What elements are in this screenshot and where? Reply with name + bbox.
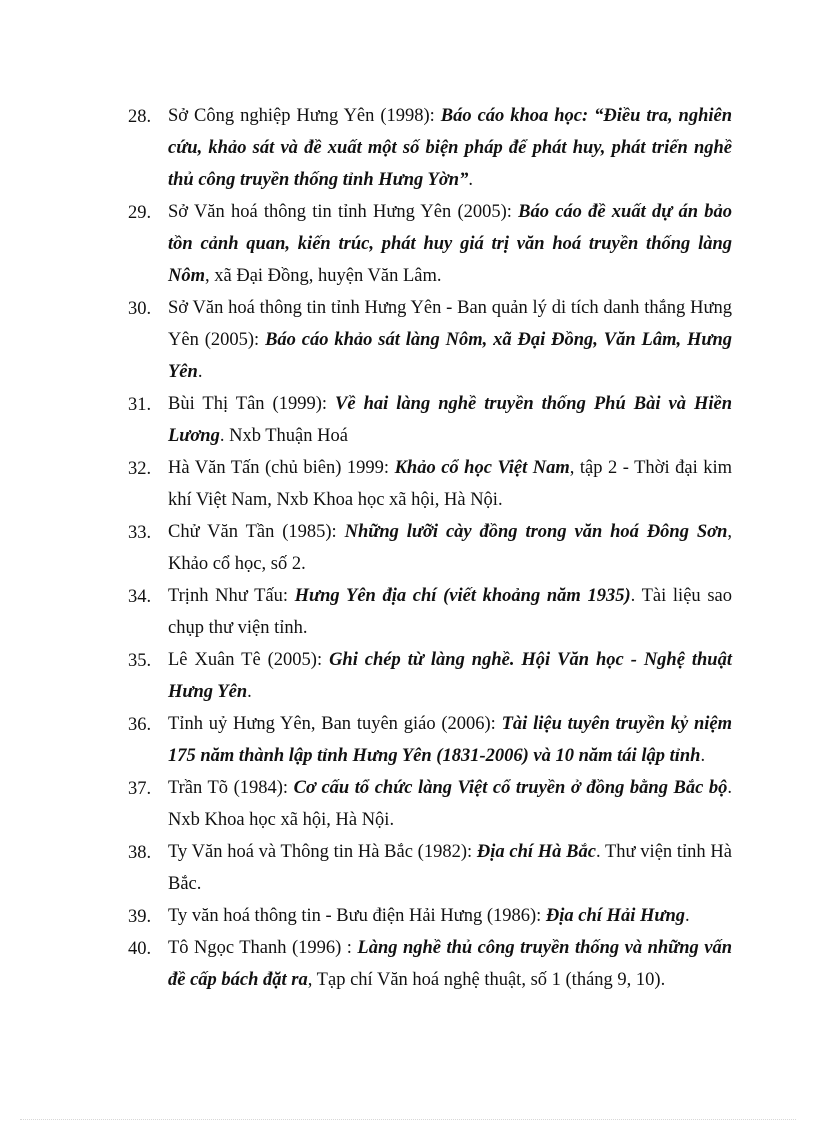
reference-number: 29.	[128, 203, 152, 223]
reference-details: , tập 2 - Thời đại kim khí Việt Nam, Nxb Khoa học xã hội, Hà Nội.	[168, 458, 732, 510]
reference-author: Sở Văn hoá thông tin tỉnh Hưng Yên - Ban quản lý di tích danh thắng Hưng Yên (2005):	[168, 298, 732, 350]
reference-number: 32.	[128, 459, 152, 479]
reference-author: Trịnh Như Tấu:	[168, 586, 295, 606]
reference-author: Ty văn hoá thông tin - Bưu điện Hải Hưng (1986):	[168, 906, 546, 926]
reference-author: Sở Công nghiệp Hưng Yên (1998):	[168, 106, 441, 126]
reference-details: .	[247, 682, 252, 702]
reference-number: 31.	[128, 395, 152, 415]
reference-details: . Thư viện tỉnh Hà Bắc.	[168, 842, 732, 894]
page-bottom-divider	[20, 1119, 796, 1120]
reference-author: Hà Văn Tấn (chủ biên) 1999:	[168, 458, 395, 478]
reference-item	[128, 100, 732, 196]
reference-item	[128, 644, 732, 708]
reference-title: Báo cáo đề xuất dự án bảo tồn cảnh quan, kiến trúc, phát huy giá trị văn hoá truyền thống làng Nôm	[168, 202, 732, 286]
reference-details: .	[700, 746, 706, 766]
reference-number: 39.	[128, 907, 152, 927]
reference-number: 38.	[128, 843, 152, 863]
reference-item	[128, 580, 732, 644]
reference-details: .	[468, 170, 473, 190]
reference-title: Khảo cổ học Việt Nam	[394, 458, 570, 478]
reference-number: 37.	[128, 779, 152, 799]
reference-title: Tài liệu tuyên truyền kỷ niệm 175 năm thành lập tỉnh Hưng Yên (1831-2006) và 10 năm tái lập tỉnh	[168, 714, 732, 766]
reference-number: 33.	[128, 523, 152, 543]
reference-item	[128, 772, 732, 836]
reference-author: Tỉnh uỷ Hưng Yên, Ban tuyên giáo (2006):	[168, 714, 502, 734]
reference-item	[128, 516, 732, 580]
reference-title: Báo cáo khoa học: “Điều tra, nghiên cứu, khảo sát và đề xuất một số biện pháp để phát huy, phát triển nghề thủ công truyền thống tỉnh Hưng Yờn”	[168, 106, 732, 190]
reference-title: Địa chí Hà Bắc	[476, 842, 596, 862]
reference-details: .	[684, 906, 690, 926]
reference-item	[128, 196, 732, 292]
reference-title: Làng nghề thủ công truyền thống và những vấn đề cấp bách đặt ra	[168, 938, 732, 990]
reference-details: . Nxb Thuận Hoá	[219, 426, 348, 446]
reference-author: Ty Văn hoá và Thông tin Hà Bắc (1982):	[168, 842, 477, 862]
reference-author: Trần Tõ (1984):	[168, 778, 294, 798]
reference-title: Cơ cấu tổ chức làng Việt cổ truyền ở đồng bằng Bắc bộ	[293, 778, 728, 798]
reference-item	[128, 932, 732, 996]
reference-details: .	[197, 362, 203, 382]
reference-item	[128, 708, 732, 772]
reference-author: Sở Văn hoá thông tin tỉnh Hưng Yên (2005):	[168, 202, 519, 222]
reference-item	[128, 900, 732, 932]
reference-details: . Tài liệu sao chụp thư viện tỉnh.	[168, 586, 732, 638]
reference-author: Lê Xuân Tê (2005):	[168, 650, 330, 670]
reference-number: 40.	[128, 939, 152, 959]
reference-item	[128, 388, 732, 452]
reference-title: Ghi chép từ làng nghề. Hội Văn học - Nghệ thuật Hưng Yên	[168, 650, 732, 702]
reference-title: Về hai làng nghề truyền thống Phú Bài và Hiền Lương	[168, 394, 732, 446]
reference-item	[128, 452, 732, 516]
reference-author: Bùi Thị Tân (1999):	[168, 394, 336, 414]
reference-details: , xã Đại Đồng, huyện Văn Lâm.	[205, 266, 442, 286]
reference-title: Địa chí Hải Hưng	[545, 906, 685, 926]
reference-details: . Nxb Khoa học xã hội, Hà Nội.	[168, 778, 732, 830]
reference-details: , Khảo cổ học, số 2.	[168, 522, 732, 574]
reference-title: Những lưỡi cày đồng trong văn hoá Đông Sơn	[344, 522, 728, 542]
reference-details: , Tạp chí Văn hoá nghệ thuật, số 1 (tháng 9, 10).	[307, 970, 666, 990]
reference-number: 34.	[128, 587, 152, 607]
reference-item	[128, 836, 732, 900]
reference-number: 28.	[128, 107, 152, 127]
reference-number: 35.	[128, 651, 152, 671]
reference-author: Chử Văn Tần (1985):	[168, 522, 345, 542]
reference-item	[128, 292, 732, 388]
reference-author: Tô Ngọc Thanh (1996) :	[168, 938, 358, 958]
reference-number: 36.	[128, 715, 152, 735]
reference-list	[128, 100, 732, 996]
reference-title: Hưng Yên địa chí (viết khoảng năm 1935)	[294, 586, 631, 606]
reference-number: 30.	[128, 299, 152, 319]
reference-title: Báo cáo khảo sát làng Nôm, xã Đại Đồng, Văn Lâm, Hưng Yên	[168, 330, 732, 382]
